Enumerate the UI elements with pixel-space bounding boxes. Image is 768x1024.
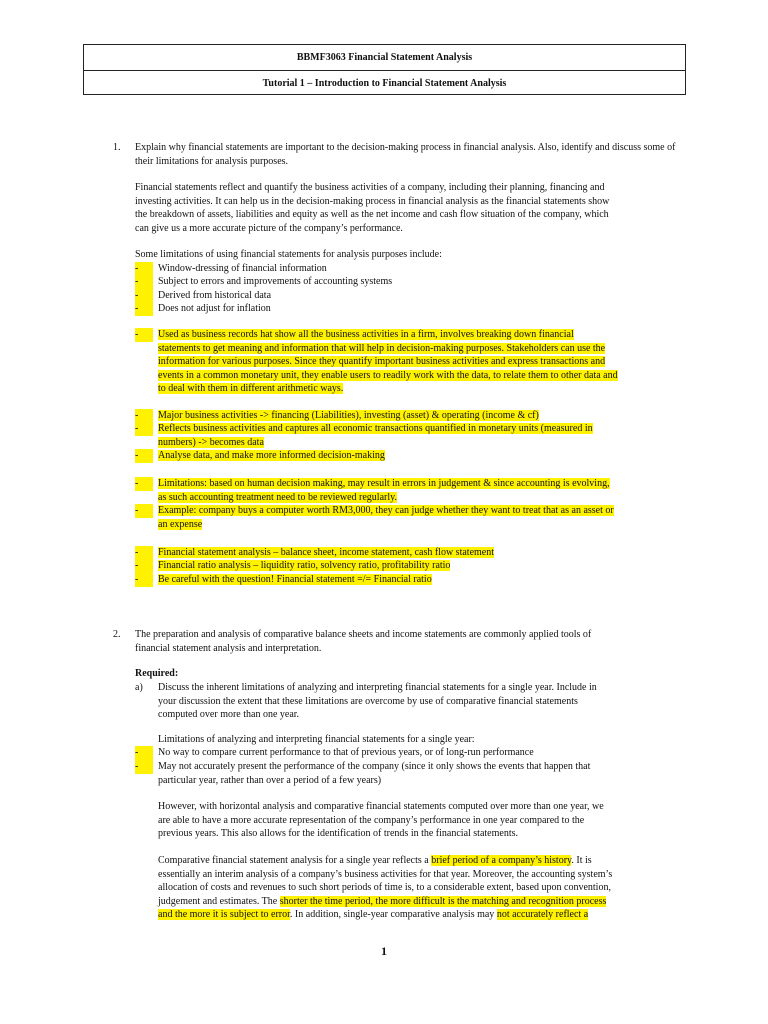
text-line: can give us a more accurate picture of the company’s performance.	[135, 222, 403, 234]
part-a-label: a)	[135, 682, 143, 693]
list-item-text: Derived from historical data	[158, 290, 272, 301]
bullet-dash: -	[135, 546, 153, 560]
bullet-dash: -	[135, 760, 153, 774]
bullet-dash: -	[135, 262, 153, 276]
comparative-paragraph	[158, 854, 680, 922]
header-box	[83, 44, 686, 95]
text-line: an expense	[158, 518, 203, 530]
text-line: Discuss the inherent limitations of analyzing and interpreting financial statements for a single year. Include in	[158, 682, 597, 693]
bullet-dash: -	[135, 573, 153, 587]
question-1-number: 1.	[113, 142, 121, 153]
bullet-dash: -	[135, 477, 153, 491]
part-a-text	[158, 681, 680, 722]
highlighted-phrase: shorter the time period, the more difficult is the matching and recognition process	[279, 895, 607, 907]
text-line: previous years. This also allows for the identification of trends in the financial statements.	[158, 828, 518, 839]
text-line: Financial statements reflect and quantify the business activities of a company, including their planning, financing and	[135, 182, 605, 193]
however-paragraph	[158, 800, 680, 841]
text-line: events in a common monetary unit, they enable users to readily work with the data, to relate them to other data and	[158, 369, 618, 381]
required-label: Required:	[135, 668, 179, 679]
highlighted-note	[135, 328, 680, 396]
text-line: Major business activities -> financing (Liabilities), investing (asset) & operating (income & cf)	[158, 410, 539, 421]
text-line: Limitations: based on human decision making, may result in errors in judgement & since accounting is evolving,	[158, 478, 610, 489]
text-line: Comparative financial statement analysis for a single year reflects a brief period of a company’s history. It is	[158, 855, 592, 866]
text-line: computed over more than one year.	[158, 709, 300, 720]
bullet-dash: -	[135, 409, 153, 423]
bullet-dash: -	[135, 559, 153, 573]
text-line: allocation of costs and revenues to such short periods of time is, to a considerable extent, based upon convention,	[158, 882, 611, 893]
text-line: The preparation and analysis of comparative balance sheets and income statements are commonly applied tools of	[135, 629, 592, 640]
text-line: However, with horizontal analysis and comparative financial statements computed over more than one year, we	[158, 801, 604, 812]
page-number: 1	[381, 944, 387, 958]
text-line: Financial ratio analysis – liquidity ratio, solvency ratio, profitability ratio	[158, 560, 451, 571]
text-line: Example: company buys a computer worth RM3,000, they can judge whether they want to treat that as an asset or	[158, 505, 614, 516]
q1-limitations-intro: Some limitations of using financial statements for analysis purposes include:	[135, 249, 442, 260]
bullet-dash: -	[135, 302, 153, 316]
text-line: Used as business records hat show all the business activities in a firm, involves breaking down financial	[158, 329, 574, 340]
text-line: particular year, rather than over a period of a few years)	[158, 774, 382, 786]
text-line: financial statement analysis and interpretation.	[135, 642, 322, 654]
text-line: Reflects business activities and captures all economic transactions quantified in monetary units (measured in	[158, 423, 593, 434]
text-line: Analyse data, and make more informed decision-making	[158, 450, 385, 461]
text-line: your discussion the extent that these limitations are overcome by use of comparative financial statements	[158, 695, 578, 707]
highlighted-phrase: not accurately reflect a	[496, 909, 589, 920]
q2-limitations-intro: Limitations of analyzing and interpreting financial statements for a single year:	[158, 734, 475, 745]
text-line: and the more it is subject to error. In addition, single-year comparative analysis may not accurately reflect a	[158, 909, 589, 920]
text-line: information for various purposes. Since they quantify important business activities and express transactions and	[158, 356, 606, 367]
highlighted-phrase: and the more it is subject to error	[158, 909, 290, 920]
bullet-dash: -	[135, 275, 153, 289]
bullet-dash: -	[135, 422, 153, 436]
bullet-dash: -	[135, 504, 153, 518]
text-line: investing activities. It can help us in the decision-making process in financial analysis as the financial statements show	[135, 195, 610, 207]
highlighted-phrase: brief period of a company’s history	[431, 855, 572, 866]
text-line: as such accounting treatment need to be reviewed regularly.	[158, 491, 397, 503]
text-line: essentially an interim analysis of a company’s business activities for that year. Moreover, the accounting system’s	[158, 868, 613, 880]
q1-answer-paragraph	[135, 181, 680, 235]
bullet-dash: -	[135, 449, 153, 463]
question-2-number: 2.	[113, 629, 121, 640]
bullet-dash: -	[135, 289, 153, 303]
bullet-dash: -	[135, 328, 153, 342]
text-line: May not accurately present the performance of the company (since it only shows the events that happen that	[158, 761, 591, 772]
text-line: Be careful with the question! Financial statement =/= Financial ratio	[158, 574, 432, 585]
text-line: numbers) -> becomes data	[158, 436, 264, 448]
course-title: BBMF3063 Financial Statement Analysis	[296, 52, 473, 63]
text-line: statements to get meaning and information that will help in decision-making purposes. Stakeholders can use the	[158, 342, 606, 354]
text-line: Financial statement analysis – balance sheet, income statement, cash flow statement	[158, 547, 495, 558]
question-2-text	[135, 628, 680, 655]
text-line: to deal with them in different arithmetic ways.	[158, 383, 344, 394]
text-line: judgement and estimates. The shorter the time period, the more difficult is the matching and recognition process	[158, 895, 607, 907]
question-1-text: Explain why financial statements are important to the decision-making process in financial analysis. Also, identify and discuss some of their limitations for analysis purposes.	[135, 142, 676, 167]
text-line: No way to compare current performance to that of previous years, or of long-run performance	[158, 747, 534, 758]
text-line: the breakdown of assets, liabilities and equity as well as the net income and cash flow situation of the company, which	[135, 209, 609, 220]
text-line: are able to have a more accurate representation of the company’s performance in one year compared to the	[158, 814, 585, 826]
list-item-text: Window-dressing of financial information	[158, 263, 327, 274]
tutorial-title: Tutorial 1 – Introduction to Financial Statement Analysis	[84, 70, 685, 96]
note-text	[158, 328, 680, 396]
bullet-dash: -	[135, 746, 153, 760]
list-item-text: Subject to errors and improvements of accounting systems	[158, 276, 393, 287]
list-item-text: Does not adjust for inflation	[158, 303, 271, 314]
